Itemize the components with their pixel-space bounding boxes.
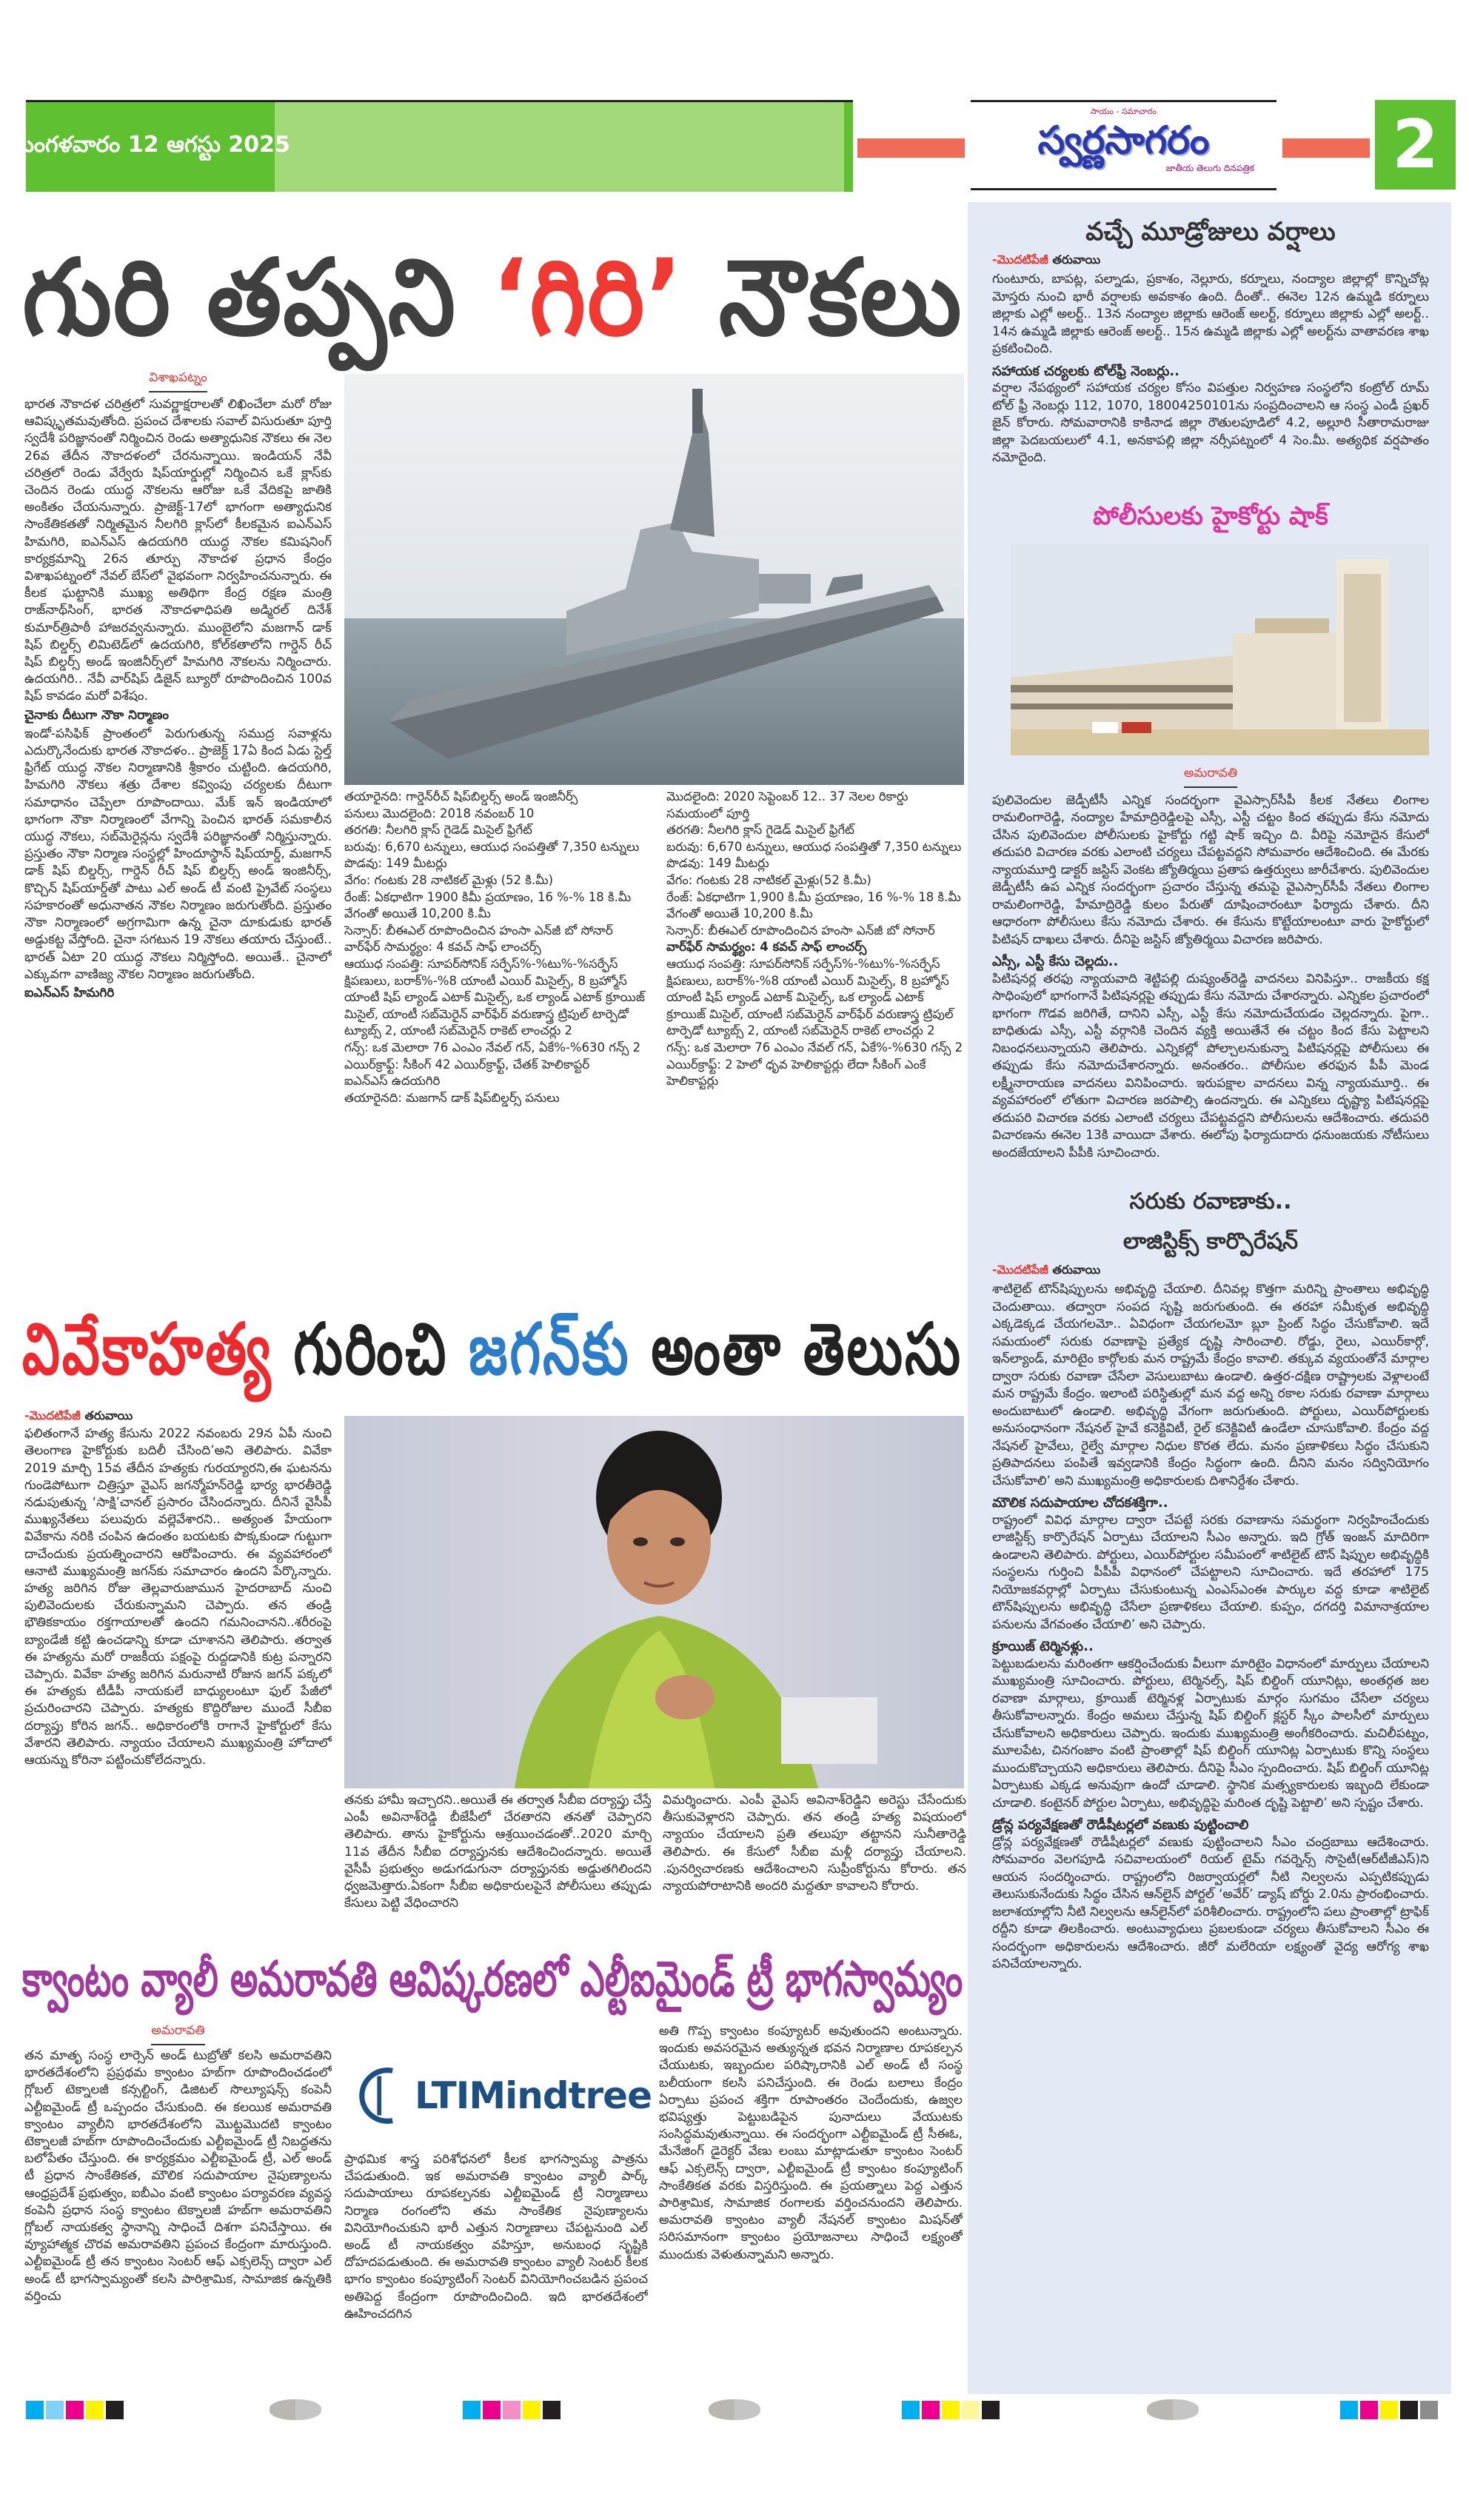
paragraph: పిటిషనర్ల తరఫు న్యాయవాది శెట్టిపల్లి దుష్యంత్‌రెడ్డి వాదనలు వినిపిస్తూ.. రాజకీయ కక్ష సాధింపులో భాగంగానే పిటిషనర్లపై తప్పుడు కేసు నమోదు చేశారన్నారు. ఎన్నికల ప్రచారంలో భాగంగా గొడవ జరిగితే, దానిని ఎస్సీ, ఎస్టీ కేసు నమోదుచేయడం చెల్లదన్నారు. పైగా.. బాధితుడు ఎస్సీ, ఎస్టీ వర్గానికి చెందిన వ్యక్తి అయితేనే ఈ చట్టం కింద కేసు పెట్టాలని నిబంధనలున్నాయని తెలిపారు. ఎన్నికల్లో పోల్చాలనుకున్నా పిటిషనర్లపై పోలీసులు ఈ తప్పుడు కేసు నమోదుచేశారన్నారు. అనంతరం.. పోలీసుల తరఫున పీపీ మెండ లక్ష్మీనారాయణ వాదనలు వినిపించారు. ఇరుపక్షాల వాదనలు విన్న న్యాయమూర్తి.. ఈ వ్యవహారంలో లోతుగా విచారణ జరపాల్సి ఉందన్నారు. ఈ ఎన్నికలు దృష్ట్యా పిటిషనర్లపై తదుపరి విచారణ వరకు ఎలాంటి చర్యలు చేపట్టవద్దని పోలీసులను ఆదేశించారు. తదుపరి విచారణను ఈనెల 13కి వాయిదా వేశారు. ఈలోపు ఫిర్యాదుదారు ధనుంజయకు నోటీసులు అందజేయాలని పీపీకి సూచించారు.	[992, 971, 1429, 1160]
headline-rains: వచ్చే మూడ్రోజులు వర్షాలు	[1085, 217, 1336, 247]
spec-line: పొడవు: 149 మీటర్లు	[344, 856, 447, 871]
color-registration-bar	[463, 2401, 561, 2419]
headline-logistics-1: సరుకు రవాణాకు..	[1129, 1189, 1292, 1214]
headline-part: గురించి	[272, 1308, 469, 1391]
dateline	[24, 370, 332, 392]
spec-line: పొడవు: 149 మీటర్లు	[666, 856, 769, 871]
subhead: మౌలిక సదుపాయాల చోదకశక్తిగా..	[992, 1495, 1168, 1511]
divider-dash	[857, 138, 965, 158]
article-viveka-right	[663, 1792, 966, 1930]
logo-tagline: సాయం - సమాచారం	[1090, 107, 1157, 116]
sunitha-photo	[344, 1416, 964, 1788]
article-rains	[992, 271, 1429, 469]
spec-line: తయారైనది: గార్డెన్‌రీచ్ షిప్‌బిల్డర్స్ అండ్ ఇంజినీర్స్	[344, 789, 578, 803]
high-court-photo	[1011, 544, 1429, 755]
paragraph: విమర్శించారు. ఎంపీ వైఎస్ అవినాశ్‌రెడ్డిని అరెస్టు చేసేందుకు తీసుకువెళ్లారని చెప్పారు. తన తండ్రి హత్య విషయంలో న్యాయం చేయాలని ప్రతి తలుపూ తట్టానని సునీతారెడ్డి తెలిపారు. ఈ కేసులో సీబీఐ మళ్లీ దర్యాప్తు చేయాలని. .పునర్విచారణకు ఆదేశించాలని సుప్రీంకోర్టును కోరారు. తన న్యాయపోరాటానికి అందరి మద్దతూ కావాలని కోరారు.	[663, 1793, 966, 1894]
article-viveka-left	[24, 1407, 332, 1925]
continued-label	[24, 1407, 332, 1424]
continued-suffix: తరువాయి	[1048, 253, 1101, 267]
paragraph: డ్రోన్ల పర్యవేక్షణతో రౌడీషీటర్లలో వణుకు పుట్టించాలని సీఎం చంద్రబాబు ఆదేశించారు. సోమవారం వెలగపూడి సచివాలయంలో రియల్ టైమ్ గవర్నెన్స్ సొసైటీ(ఆర్‌టీజీఎస్)ని ఆయన సందర్శించారు. రాష్ట్రంలోని రిజర్వాయర్లలో నీటి నిల్వలను ఎప్పటికప్పుడు తెలుసుకునేందుకు సిద్ధం చేసిన ఆన్‌లైన్ పోర్టల్ ‘అవేర్’ డ్యాష్ బోర్డు 2.0ను ప్రారంభించారు. జలాశయాల్లోని నీటి నిల్వలను ఆన్‌లైన్‌లో పరిశీలించారు. రాష్ట్రంలోని పలు ప్రాంతాల్లో ట్రాఫిక్ రద్దీని కూడా తిలకించారు. అంటువ్యాధులు ప్రబలకుండా చర్యలు తీసుకోవాలని సీఎం ఈ సందర్భంగా అధికారులను ఆదేశించారు. జీరో మలేరియా లక్ష్యంతో వైద్య ఆరోగ్య శాఖ పనిచేయాలన్నారు.	[992, 1834, 1429, 1971]
spec-line: తరగతి: నీలగిరి క్లాస్ గైడెడ్ మిసైల్ ఫ్రిగేట్	[666, 823, 854, 838]
paragraph: భారత నౌకాదళ చరిత్రలో సువర్ణాక్షరాలతో లిఖించేలా మరో రోజు ఆవిష్కృతమవుతోంది. ప్రపంచ దేశాలకు సవాల్ విసురుతూ పూర్తి స్వదేశీ పరిజ్ఞానంతో నిర్మించిన రెండు అత్యాధునిక నౌకలు ఈ నెల 26వ తేదీన నౌకాదళంలో చేరనున్నాయి. ఇండియన్ నేవీ చరిత్రలో రెండు వేర్వేరు షిప్‌యార్డుల్లో నిర్మించిన ఒకే క్లాస్‌కు చెందిన రెండు యుద్ధ నౌకలను ఆరోజు ఒకే వేదికపై జాతికి అంకితం చేయనున్నారు. ప్రాజెక్ట్-17లో భాగంగా అత్యాధునిక సాంకేతికతతో నిర్మితమైన నీలగిరి క్లాస్‌లో కీలకమైన ఐఎన్ఎస్ హిమగిరి, ఐఎన్ఎస్ ఉదయగిరి యుద్ధ నౌకల కమిషనింగ్ కార్యక్రమాన్ని 26న తూర్పు నౌకాదళ ప్రధాన కేంద్రం విశాఖపట్నంలో నేవల్ బేస్‌లో వైభవంగా నిర్వహించనున్నారు. ఈ కీలక ఘట్టానికి ముఖ్య అతిథిగా కేంద్ర రక్షణ మంత్రి రాజ్‌నాథ్‌సింగ్, భారత నౌకాదళాధిపతి అడ్మిరల్ దినేశ్ కుమార్‌త్రిపాఠీ హాజరవ్వనున్నారు. ముంబైలోని మజగాన్ డాక్ షిప్ బిల్డర్స్ లిమిటెడ్‌లో ఉదయగిరి, కోల్‌కతాలోని గార్డెన్ రీచ్ షిప్ బిల్డర్స్ అండ్ ఇంజినీర్స్‌లో హిమగిరి నౌకలను నిర్మించారు. ఉదయగిరి.. నేవీ వార్‌షిప్ డిజైన్ బ్యూరో రూపొందించిన 100వ షిప్ కావడం మరో విశేషం.	[24, 397, 332, 704]
spec-line: సెన్సార్: బీఈఎల్ రూపొందించిన హంసా ఎన్‌జీ బో సోనార్	[666, 923, 935, 938]
banner-edge	[844, 102, 853, 192]
spec-line: ఐఎన్ఎస్ ఉదయగిరి	[344, 1074, 441, 1089]
paragraph: పులివెందుల జెడ్పీటీసీ ఎన్నిక సందర్భంగా వైఎస్సార్‌సీపీ కీలక నేతలు లింగాల రామలింగారెడ్డి, నంద్యాల హేమాద్రిరెడ్డిలపై ఎస్సీ, ఎస్టీ చట్టం కింద తప్పుడు కేసు నమోదు చేసిన పులివెందుల పోలీసులకు హైకోర్టు గట్టి షాక్ ఇచ్చిం ది. వీరిపై నమోదైన కేసులో తదుపరి విచారణ వరకు ఎలాంటి చర్యలు చేపట్టవద్దని సోమవారం ఆదేశించింది. ఈ మేరకు న్యాయమూర్తి డాక్టర్ జస్టిస్ వెంకట జ్యోతిర్మయి ప్రతాప ఉత్తర్వులు జారీచేశారు. పులివెందుల జెడ్పీటీసీ ఉప ఎన్నిక సందర్భంగా ప్రచారం చేస్తున్న తమపై వైఎస్సార్‌సీపీ నేతలు లింగాల రామలింగారెడ్డి, హేమాద్రిరెడ్డి కులం పేరుతో దూషించారంటూ ఫిర్యాదు చేశారు. దీని ఆధారంగా పోలీసులు కేసు నమోదు చేశారు. ఈ కేసును కొట్టేయాలంటూ వారు హైకోర్టులో పిటిషన్ దాఖలు చేశారు. దీనిపై జస్టిస్ జ్యోతిర్మయి విచారణ జరిపారు.	[992, 792, 1429, 947]
headline-quantum-valley: క్వాంటం వ్యాలీ అమరావతి ఆవిష్కరణలో ఎల్టీఐమైండ్ ట్రీ భాగస్వామ్యం	[22, 1951, 963, 2008]
spec-line: బరువు: 6,670 టన్నులు, ఆయుధ సంపత్తితో 7,350 టన్నులు	[666, 839, 962, 854]
dateline-text: విశాఖపట్నం	[149, 370, 207, 392]
ship-name: ఐఎన్ఎస్ హిమగిరి	[24, 985, 115, 1000]
subhead: క్రూయిజ్ టెర్మినళ్లు..	[992, 1639, 1094, 1654]
spec-line: గన్స్: ఒక మెలారా 76 ఎంఎం నేవల్ గన్, ఏకే%-%630 గన్స్ 2	[666, 1040, 963, 1055]
spec-line: రేంజ్: ఏకధాటిగా 1900 కిమీ ప్రయాణం, 16 %-% 18 కి.మీ వేగంతో అయితే 10,200 కి.మీ	[344, 889, 632, 921]
right-news-panel	[968, 202, 1451, 2394]
spec-line: వార్‌ఫేర్ సామర్థ్యం: 4 కవచ్ సాఫ్ లాంచర్స్	[344, 940, 541, 955]
continued-suffix: తరువాయి	[1048, 1263, 1101, 1277]
continued-suffix: తరువాయి	[80, 1408, 133, 1423]
headline-highlight: జగన్‌కు	[469, 1308, 631, 1391]
dateline-text: అమరావతి	[151, 2023, 204, 2045]
paragraph: గుంటూరు, బాపట్ల, పల్నాడు, ప్రకాశం, నెల్లూరు, కర్నూలు, నంద్యాల జిల్లాల్లో కొన్నిచోట్ల మోస్తరు నుంచి భారీ వర్షాలకు అవకాశం ఉంది. దీంతో.. ఈనెల 12న ఉమ్మడి కర్నూలు జిల్లాకు ఎల్లో అలర్ట్.. 13న నంద్యాల జిల్లాకు ఆరెంజ్ అలర్ట్, కర్నూలు జిల్లాకు ఎల్లో అలర్ట్.. 14న ఉమ్మడి జిల్లాకు ఆరెంజ్ అలర్ట్.. 15న ఉమ్మడి జిల్లాకు ఎల్లో అలర్ట్‌ను వాతావరణ శాఖ ప్రకటించింది.	[992, 272, 1429, 356]
paragraph: తన మాతృ సంస్థ లార్సెన్ అండ్ టుబ్రోతో కలసి అమరావతిని భారతదేశంలోని ప్రప్రథమ క్వాంటం హబ్‌గా రూపొందించడంలో గ్లోబల్ టెక్నాలజీ కన్సల్టింగ్, డిజిటల్ సొల్యూషన్స్ కంపెనీ ఎల్టీఐమైండ్ ట్రీ ఒప్పందం చేసుకుంది. ఈ కలయిక అమరావతి క్వాంటం వ్యాలీని భారతదేశంలోని మొట్టమొదటి క్వాంటం టెక్నాలజీ హబ్‌గా రూపొందించేందుకు ఎల్టీఐమైండ్ ట్రీ నిబద్ధతను బలోపేతం చేస్తుంది. ఈ కార్యక్రమం ఎల్టీఐమైండ్ ట్రీ, ఎల్ అండ్ టీ ప్రధాన సాంకేతికత, మౌలిక సదుపాయాల నైపుణ్యాలను ఆంధ్రప్రదేశ్ ప్రభుత్వం, ఐబీఎం వంటి క్వాంటం పర్యావరణ వ్యవస్థ కంపెనీ ప్రధాన సంస్థ క్వాంటం టెక్నాలజీ హబ్‌గా అమరావతిని గ్లోబల్ నాయకత్వ స్థానాన్ని సాధించే దిశగా పనిచేస్తాయి. ఈ వ్యూహాత్మక చొరవ అమరావతిని ప్రపంచ కేంద్రంగా మారుస్తుంది. ఎల్టీఐమైండ్ ట్రీ తన క్వాంటం సెంటర్ ఆఫ్ ఎక్సలెన్స్ ద్వారా ఎల్ అండ్ టీ భాగస్వామ్యంతో కలసి పారిశ్రామిక, సామాజిక ఉన్నతికి వర్తించు	[24, 2048, 332, 2304]
continued-label	[992, 1263, 1429, 1280]
paragraph: ఇండో-పసిఫిక్ ప్రాంతంలో పెరుగుతున్న సముద్ర సవాళ్లను ఎదుర్కొనేందుకు భారత నౌకాదళం.. ప్రాజెక్ట్ 17ఏ కింద ఏడు స్టెల్త్ ఫ్రిగేట్ యుద్ధ నౌకల నిర్మాణానికి శ్రీకారం చుట్టింది. ఉదయగిరి, హిమగిరి నౌకలు శత్రు దేశాల కవ్వింపు చర్యలకు దీటుగా సమాధానం చెప్పేలా రూపొందాయి. మేక్ ఇన్ ఇండియాలో భాగంగా నౌకా నిర్మాణంలో వేగాన్ని పెంచిన భారత్ సమకాలీన యుద్ధ నౌకలు, సబ్‌మెరైన్లను స్వదేశీ పరిజ్ఞానంతో నిర్మిస్తున్నారు. ప్రస్తుతం నౌకా నిర్మాణ సంస్థల్లో హిందూస్థాన్ షిప్‌యార్డ్, మజగాన్ డాక్ షిప్ బిల్డర్స్, గార్డెన్ రీచ్ షిప్ బిల్డర్స్ అండ్ ఇంజినీర్స్, కొచ్చిన్ షిప్‌యార్డ్‌తో పాటు ఎల్ అండ్ టీ వంటి ప్రైవేట్ సంస్థలు సహకారంతో అధునాతన నౌకల నిర్మాణం జరుగుతోంది. ప్రస్తుతం నౌకా నిర్మాణంలో అగ్రగామిగా ఉన్న చైనా దూకుడుకు భారత్ అడ్డుకట్ట వేస్తోంది. చైనా సగటున 19 నౌకలు తయారు చేస్తుంటే.. భారత్ ఏటా 20 యుద్ధ నౌకలు నిర్మిస్తోంది. అయితే.. చైనాలో ఎక్కువగా వాణిజ్య నౌకల నిర్మాణం జరుగుతోంది.	[24, 726, 332, 982]
paragraph: శాటిలైట్ టౌన్‌షిప్పులను అభివృద్ధి చేయాలి. దీనివల్ల కొత్తగా మరిన్ని ప్రాంతాలు అభివృద్ధి చెందుతాయి. తద్వారా సంపద సృష్టి జరుగుతుంది. ఈ తరహా సమీకృత అభివృద్ధి ఎక్కడెక్కడ చేయగలమో.. ఏవిధంగా చేయగలమో బ్లూ ప్రింట్ సిద్ధం చేసుకోవాలి. ఇదే సమయంలో సరుకు రవాణాపై ప్రత్యేక దృష్టి సారించాలి. రోడ్డు, రైలు, ఎయిర్‌కార్గో, ఇన్‌ల్యాండ్, మారిటైం కార్గోలకు మన రాష్ట్రమే కేంద్రం కావాలి. తక్కువ వ్యయంతోనే మార్గాల ద్వారా సరుకు రవాణా చేసేలా వెసులుబాటు ఉండాలి. ఉత్తర-దక్షిణ రాష్ట్రాలకు వెళ్లాలంటే మన రాష్ట్రమే కేంద్రం. ఇలాంటి పరిస్థితుల్లో మన వద్ద అన్ని రకాల సరుకు రవాణా మార్గాలు అందుబాటులో ఉండాలి. అభివృద్ధి వేగంగా జరుగుతుంది. పోర్టులు, ఎయిర్‌పోర్టులకు అనుసంధానంగా నేషనల్ హైవే కనెక్టివిటీ, రైల్ కనెక్టివిటీ ఉండేలా చూసుకోవాలి. కేంద్రం వద్ద నేషనల్ హైవేలు, రైల్వే మార్గాల నిధుల కొరత లేదు. మనం ప్రణాళికలు సిద్ధం చేసుకుని ప్రతిపాదనలు పంపితే ఇవ్వడానికి కేంద్రం సిద్ధంగా ఉంది. దీనిని మనం సద్వినియోగం చేసుకోవాలి’ అని ముఖ్యమంత్రి అధికారులకు దిశానిర్దేశం చేశారు.	[992, 1282, 1429, 1488]
subhead: ఎస్సీ, ఎస్టీ కేసు చెల్లదు..	[992, 954, 1119, 969]
spec-line: గన్స్: ఒక మెలారా 76 ఎంఎం నేవల్ గన్, ఏకే%-%630 గన్స్ 2 ఎయిర్‌క్రాఫ్ట్: సీకింగ్ 42 ఎయిర్‌క్రాఫ్ట్, చేతక్ హెలికాప్టర్	[344, 1040, 641, 1072]
specs-udayagiri	[666, 789, 966, 1291]
color-registration-bar	[902, 2401, 1000, 2419]
registration-oval	[1147, 2399, 1199, 2420]
subhead: చైనాకు దీటుగా నౌకా నిర్మాణం	[24, 707, 169, 723]
paragraph: వర్షాల నేపథ్యంలో సహాయక చర్యల కోసం విపత్తుల నిర్వహణ సంస్థలోని కంట్రోల్ రూమ్ టోల్ ఫ్రీ నెంబర్లు 112, 1070, 18004250101ను సంప్రదించాలని ఆ సంస్థ ఎండీ ప్రఖర్ జైన్ కోరారు. సోమవారానికి కాకినాడ జిల్లా రౌతులపూడిలో 4.2, అల్లూరి సీతారామరాజు జిల్లా పెదబయలులో 4.1, అనకాపల్లి జిల్లా నర్సీపట్నంలో 4 సెం.మీ. అత్యధిక వర్షపాతం నమోదైంది.	[992, 381, 1429, 465]
continued-from: -మొదటిపేజీ	[992, 1263, 1048, 1277]
headline-part: వివేకాహత్య	[22, 1308, 273, 1391]
dateline-text: అమరావతి	[1184, 766, 1237, 788]
ship-photo	[344, 374, 964, 785]
spec-line: తరగతి: నీలగిరి క్లాస్ గైడెడ్ మిసైల్ ఫ్రిగేట్	[344, 823, 532, 838]
registration-oval	[270, 2399, 321, 2420]
paragraph: ఫలితంగానే హత్య కేసును 2022 నవంబరు 29న ఏపీ నుంచి తెలంగాణ హైకోర్టుకు బదిలీ చేసింది’అని తెలిపారు. వివేకా 2019 మార్చి 15వ తేదీన హత్యకు గురయ్యారని,ఈ ఘటనను గుండెపోటుగా చిత్రిస్తూ వైఎస్ జగన్మోహన్‌రెడ్డి భార్య భారతీరెడ్డి నడుపుతున్న ‘సాక్షి’చానల్ ప్రసారం చేసిందన్నారు. దీనినే వైసీపీ ముఖ్యనేతలు పలువురు వల్లెవేశారని.. అత్యంత హేయంగా వివేకాను నరికి చంపిన ఉదంతం బయటకు పొక్కకుండా గుట్టుగా దాచేందుకు ప్రయత్నించారని ఆరోపించారు. ఈ వ్యవహారంలో ఆనాటి ముఖ్యమంత్రి జగన్‌కు సమాచారం ఉందని పేర్కొన్నారు. హత్య జరిగిన రోజు తెల్లవారుజామున హైదరాబాద్ నుంచి పులివెందులకు చేరుకున్నామని చెప్పారు. తన తండ్రి భౌతికకాయం రక్తగాయాలతో ఉందని గమనించానని..శరీరంపై బ్యాండేజీ కట్టి ఉంచడాన్ని కూడా చూశానని తెలిపారు. తర్వాత ఈ హత్యను మరో రాజకీయ పక్షంపై రుద్దడానికి కుట్ర పన్నారని చెప్పారు. వివేకా హత్య జరిగిన మరునాటి రోజున జగన్ పక్కలో ఈ హత్యకు టీడీపీ నాయకులే బాధ్యులంటూ ఫుల్ పేజీలో ప్రచురించారని చెప్పారు. హత్యకు కొద్దిరోజుల ముందే సీబీఐ దర్యాప్తు కోరిన జగన్.. అధికారంలోకి రాగానే హైకోర్టులో కేసు వేశారని తెలిపారు. న్యాయం చేయాలని ముఖ్యమంత్రి హోదాలో ఆయన్ను కోరినా పట్టించుకోలేదన్నారు.	[24, 1426, 332, 1768]
continued-label	[992, 253, 1429, 270]
article-viveka-mid	[344, 1792, 652, 1930]
spec-line: పనులు మొదలైంది: 2018 నవంబర్ 10	[344, 806, 535, 820]
paragraph: పెట్టుబడులను మరింతగా ఆకర్షించేందుకు వీలుగా మారిటైం విధానంలో మార్పులు చేయాలని ముఖ్యమంత్రి సూచించారు. పోర్టులు, టెర్మినల్స్, షిప్ బిల్డింగ్ యూనిట్లు, అంతర్గత జల రవాణా మార్గాలు, క్రూయిజ్ టెర్మినళ్ల ఏర్పాటుకు మార్గం సుగమం చేసేలా చర్యలు తీసుకోవాలన్నారు. కేంద్రం అమలు చేస్తున్న షిప్ బిల్డింగ్ క్లస్టర్ స్కీం పాలసీలో మార్పులు చేసుకోవాలని అధికారులు చెప్పారు. ఇందుకు ముఖ్యమంత్రి అంగీకరించారు. మచిలీపట్నం, మూలపేట, చినగంజాం వంటి ప్రాంతాల్లో షిప్ బిల్డింగ్ యూనిట్ల ఏర్పాటుకు కొన్ని సంస్థలు ముందుకొచ్చాయని అధికారులు తెలిపారు. దీనిపై సీఎం స్పందించారు. షిప్ బిల్డింగ్ యూనిట్ల ఏర్పాటుకు ఎక్కడ అనువుగా ఉందో చూడాలి. స్థానిక మత్స్యకారులకు ఇబ్బంది లేకుండా చూడాలి. కంటైనర్ పోర్టుల ఏర్పాటు, అభివృద్ధిపై మరింత దృష్టి పెట్టాలి’ అని స్పష్టం చేశారు.	[992, 1656, 1429, 1811]
spec-line: ఎయిర్‌క్రాఫ్ట్: 2 హెలో ధృవ హెలికాప్టర్లు లేదా సీకింగ్ ఎంకే హెలికాప్టర్లు	[666, 1057, 926, 1089]
registration-oval	[709, 2399, 760, 2420]
date-banner	[10, 100, 853, 192]
headline-logistics-2: లాజిస్టిక్స్ కార్పొరేషన్	[1122, 1229, 1299, 1254]
spec-line: సెన్సార్: బీఈఎల్ రూపొందించిన హంసా ఎన్‌జీ బో సోనార్	[344, 923, 613, 938]
continued-from: -మొదటిపేజీ	[992, 253, 1048, 267]
spec-line: రేంజ్: ఏకధాటిగా 1,900 కి.మీ ప్రయాణం, 16 %-% 18 కి.మీ వేగంతో అయితే 10,200 కి.మీ	[666, 889, 961, 921]
ltimindtree-logo-icon	[355, 2055, 406, 2136]
headline-ships	[22, 235, 963, 361]
divider-dash	[1282, 138, 1370, 158]
dateline	[24, 2023, 332, 2045]
color-registration-bar	[1340, 2401, 1438, 2419]
subhead: డ్రోన్ల పర్యవేక్షణతో రౌడీషీటర్లలో వణుకు పుట్టించాలి	[992, 1817, 1249, 1833]
article-quantum-left	[24, 2048, 332, 2391]
headline-part: అంతా తెలుసు	[630, 1308, 963, 1391]
spec-line: వేగం: గంటకు 28 నాటికల్ మైళ్లు (52 కి.మీ)	[344, 872, 554, 887]
ltimindtree-logo	[355, 2051, 652, 2140]
article-logistics	[992, 1281, 1429, 1975]
logo-name: స్వర్ణసాగరం	[1037, 118, 1210, 163]
article-quantum-mid	[344, 2151, 648, 2392]
logo-subtitle: జాతీయ తెలుగు దినపత్రిక	[1165, 163, 1254, 173]
paragraph: తనకు హామీ ఇచ్చారని..అయితే ఈ తర్వాత సీబీఐ దర్యాప్తు చేస్తే ఎంపీ అవినాశ్‌రెడ్డి బీజేపీలో చేరతారని తనతో చెప్పారని తెలిపారు. తాను హైకోర్టును ఆశ్రయించడంతో..2020 మార్చి 11వ తేదీన సీబీఐ దర్యాప్తునకు ఆదేశించిందన్నారు. అయితే వైసీపీ ప్రభుత్వం అడుగడుగునా దర్యాప్తునకు అడ్డుతగిలిందని ధ్వజమెత్తారు.ఏకంగా సీబీఐ అధికారులపైనే పోలీసులు తప్పుడు కేసులు పెట్టి వేధించారని	[344, 1793, 652, 1911]
continued-from: -మొదటిపేజీ	[24, 1408, 81, 1423]
paragraph: అతి గొప్ప క్వాంటం కంప్యూటర్ అవుతుందని అంటున్నారు. ఇందుకు అవసరమైన అత్యున్నత భవన నిర్మాణాల రూపకల్పన చేయుటకు, ఇబ్బందుల పరిష్కారానికి ఎల్ అండ్ టీ సంస్థ బలీయంగా కలసి పనిచేస్తుంది. ఈ రెండు బలాలు కేంద్రం ఏర్పాటు ప్రపంచ శక్తిగా రూపాంతరం చెందేందుకు, ఉజ్వల భవిష్యత్తు పెట్టుబడిపైన పునాదులు వేయుటకు సంసిద్ధమవుతున్నాయి. ఈ సందర్భంగా ఎల్టీఐమైండ్ ట్రీ సీఈఓ, మేనేజింగ్ డైరెక్టర్ వేణు లంబు మాట్లాడుతూ క్వాంటం సెంటర్ ఆఫ్ ఎక్సలెన్స్ ద్వారా, ఎల్టీఐమైండ్ ట్రీ క్వాంటం కంప్యూటింగ్ సాంకేతికత వరకు విస్తరిస్తుంది. ఈ ప్రయత్నాలు పెద్ద ఎత్తున పారిశ్రామిక, సామాజిక రంగాలకు వర్తించనుందని తెలిపారు. అమరావతి క్వాంటం వ్యాలీ నేషనల్ క్వాంటం మిషన్‌తో సరిసమానంగా క్వాంటం ప్రయోజనాలు సాధించే లక్ష్యంతో ముందుకు వెళుతున్నామని అన్నారు.	[659, 2024, 963, 2262]
issue-date: మంగళవారం 12 ఆగస్టు 2025	[26, 102, 275, 192]
article-high-court	[992, 792, 1429, 1164]
headline-part: నౌకలు	[683, 237, 963, 359]
article-quantum-right	[659, 2023, 963, 2384]
paragraph: ప్రాథమిక శాస్త్ర పరిశోధనలో కీలక భాగస్వామ్య పాత్రను చేపడుతుంది. ఇక అమరావతి క్వాంటం వ్యాలీ పార్క్ సదుపాయాలు రూపకల్పనకు ఎల్టీఐమైండ్ ట్రీ నిర్మాణాలు నిర్మాణ రంగంలోని తమ సాంకేతిక నైపుణ్యాలను వినియోగించుకుని భారీ ఎత్తున నిర్మాణాలు చేపట్టనుంది ఎల్ అండ్ టీ నాయకత్వం వహిస్తూ, అనుబంధ సృష్టికి దోహదపడుతుంది. ఈ అమరావతి క్వాంటం వ్యాలీ సెంటర్ కీలక భాగం క్వాంటం కంప్యూటింగ్ సెంటర్ వినియోగించబడిన ప్రపంచ అతిపెద్ద కేంద్రంగా రూపొందించింది. ఇది భారతదేశంలో ఊహించదగిన	[344, 2152, 648, 2322]
logo-wordmark: LTIMindtree	[415, 2074, 652, 2117]
spec-line: తయారైనది: మజగాన్ డాక్ షిప్‌బిల్డర్స్ పనులు	[344, 1090, 560, 1105]
spec-line: ఆయుధ సంపత్తి: సూపర్‌సోనిక్ సర్ఫేస్%-%టు%-%సర్ఫేస్ క్షిపణులు, బరాక్%-%8 యాంటీ ఎయిర్ మిసైల్స్, 8 బ్రహ్మోస్ యాంటీ షిప్ ల్యాండ్ ఎటాక్ మిసైల్స్, ఒక ల్యాండ్ ఎటాక్ క్రూయిజ్ మిసైల్, యాంటీ సబ్‌మెరైన్ వార్‌ఫేర్ వరుణాస్త్ర ట్రిపుల్ టార్పెడో ట్యూబ్స్ 2, యాంటీ సబ్‌మెరైన్ రాకెట్ లాంచర్లు 2	[666, 956, 954, 1038]
subhead: సహాయక చర్యలకు టోల్‌ఫ్రీ నెంబర్లు..	[992, 363, 1180, 379]
color-registration-bar	[26, 2401, 124, 2419]
paragraph: రాష్ట్రంలో వివిధ మార్గాల ద్వారా చేపట్టే సరకు రవాణాను సమర్థంగా నిర్వహించేందుకు లాజిస్టిక్స్ కార్పొరేషన్ ఏర్పాటు చేయాలని సీఎం అన్నారు. ఇది గ్రోత్ ఇంజన్ మాదిరిగా ఉండాలని తెలిపారు. పోర్టులు, ఎయిర్‌పోర్టుల సమీపంలో శాటిలైట్ టౌన్ షిప్పుల అభివృద్ధికి సంస్థలను గుర్తించి పీపీపీ విధానంలో చేపట్టాలని సూచించారు. ఇదే తరహాలో 175 నియోజకవర్గాల్లో ఏర్పాటు చేసుకుంటున్న ఎంఎస్ఎంఈ పార్కుల వద్ద కూడా శాటిలైట్ టౌన్‌షిప్పులను అభివృద్ధి చేసేలా ప్రణాళికలు చేయాలి. కుప్పం, దగదర్తి విమానాశ్రయాల పనులను వేగవంతం చేయాలి’ అని చెప్పారు.	[992, 1512, 1429, 1632]
page-number: 2	[1375, 100, 1456, 190]
headline-part: గురి తప్పని	[22, 237, 492, 359]
spec-line: బరువు: 6,670 టన్నులు, ఆయుధ సంపత్తితో 7,350 టన్నులు	[344, 839, 640, 854]
spec-line: వార్‌ఫేర్ సామర్థ్యం: 4 కవచ్ సాఫ్ లాంచర్స్	[666, 940, 867, 955]
headline-high-court: పోలీసులకు హైకోర్టు షాక్	[1093, 501, 1328, 531]
spec-line: మొదలైంది: 2020 సెప్టెంబర్ 12.. 37 నెలల రికార్డు సమయంలో పూర్తి	[666, 789, 908, 820]
spec-line: ఆయుధ సంపత్తి: సూపర్‌సోనిక్ సర్ఫేస్%-%టు%-%సర్ఫేస్ క్షిపణులు, బరాక్%-%8 యాంటీ ఎయిర్ మిసైల్స్, 8 బ్రహ్మోస్ యాంటీ షిప్ ల్యాండ్ ఎటాక్ మిసైల్స్, ఒక ల్యాండ్ ఎటాక్ క్రూయిజ్ మిసైల్, యాంటీ సబ్‌మెరైన్ వార్‌ఫేర్ వరుణాస్త్ర ట్రిపుల్ టార్పెడో ట్యూబ్స్ 2, యాంటీ సబ్‌మెరైన్ రాకెట్ లాంచర్లు 2	[344, 956, 645, 1038]
masthead-logo	[971, 100, 1276, 190]
headline-viveka	[22, 1305, 963, 1394]
article-ships-body	[24, 396, 332, 1289]
spec-line: వేగం: గంటకు 28 నాటికల్ మైళ్లు(52 కి.మీ)	[666, 872, 871, 887]
headline-highlight: ‘గిరి’	[492, 237, 684, 359]
specs-himagiri	[344, 789, 655, 1291]
